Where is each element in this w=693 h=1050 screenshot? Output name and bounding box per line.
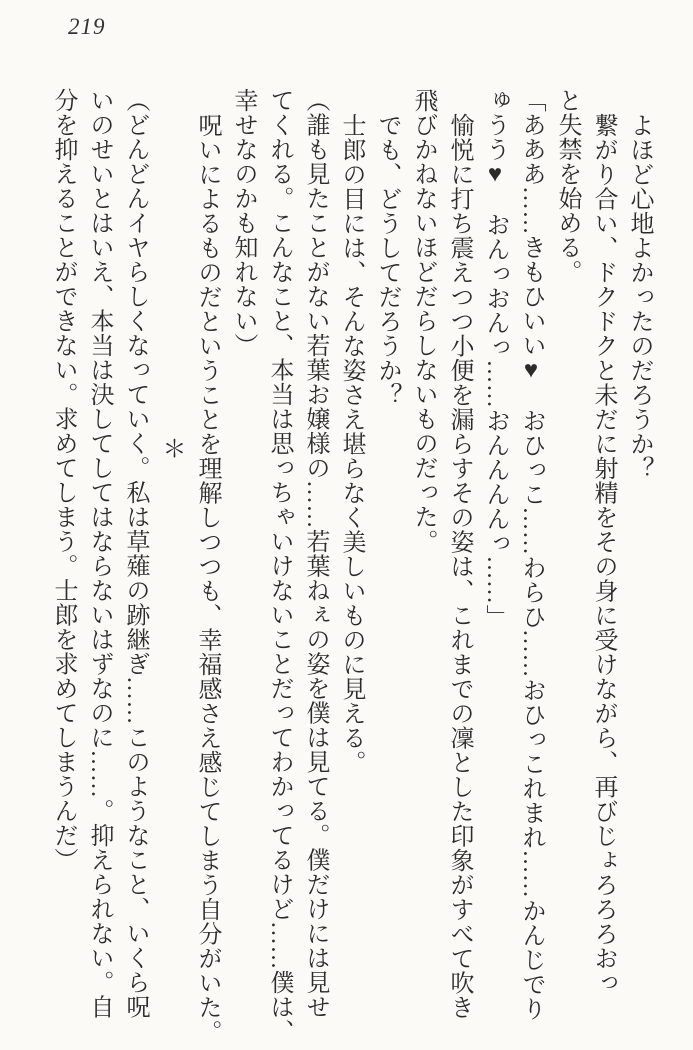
text-column: 「あああ……きもひいい♥ おひっこ……わらひ……おひっこれまれ……かんじでり: [518, 88, 544, 1021]
text-column: てくれる。こんなこと、本当は思っちゃいけないことだってわかってるけど……僕は、: [266, 88, 292, 1044]
text-column: 呪いによるものだということを理解しつつも、幸福感さえ感じてしまう自分がいた。: [194, 113, 220, 1044]
text-column: 飛びかねないほどだらしないものだった。: [410, 88, 436, 554]
text-column: と失禁を始める。: [554, 88, 580, 284]
text-column: 分を抑えることができない。求めてしまう。士郎を求めてしまうんだ）: [50, 88, 76, 872]
text-column: 繋がり合い、ドクドクと未だに射精をその身に受けながら、再びじょろろろおっ: [590, 113, 616, 995]
page-number: 219: [68, 14, 106, 39]
text-column: 士郎の目には、そんな姿さえ堪らなく美しいものに見える。: [338, 113, 364, 775]
text-column: 幸せなのかも知れない）: [230, 88, 256, 358]
section-separator: ＊: [158, 436, 184, 460]
text-column: いのせいとはいえ、本当は決してしてはならないはずなのに……。抑えられない。自: [86, 88, 112, 1019]
text-column: でも、どうしてだろうか？: [374, 113, 400, 407]
text-column: ゅうう♥ おんっおんっ……おんんんんっ……」: [482, 88, 508, 629]
text-column: （誰も見たことがない若葉お嬢様の……若葉ねぇの姿を僕は見てる。僕だけには見せ: [302, 88, 328, 1019]
text-column: 愉悦に打ち震えつつ小便を漏らすその姿は、これまでの凜とした印象がすべて吹き: [446, 113, 472, 1020]
text-area: [45, 88, 657, 1044]
text-column: （どんどんイヤらしくなっていく。私は草薙の跡継ぎ……このようなこと、いくら呪: [122, 88, 148, 1019]
text-column: よほど心地よかったのだろうか？: [626, 113, 652, 481]
